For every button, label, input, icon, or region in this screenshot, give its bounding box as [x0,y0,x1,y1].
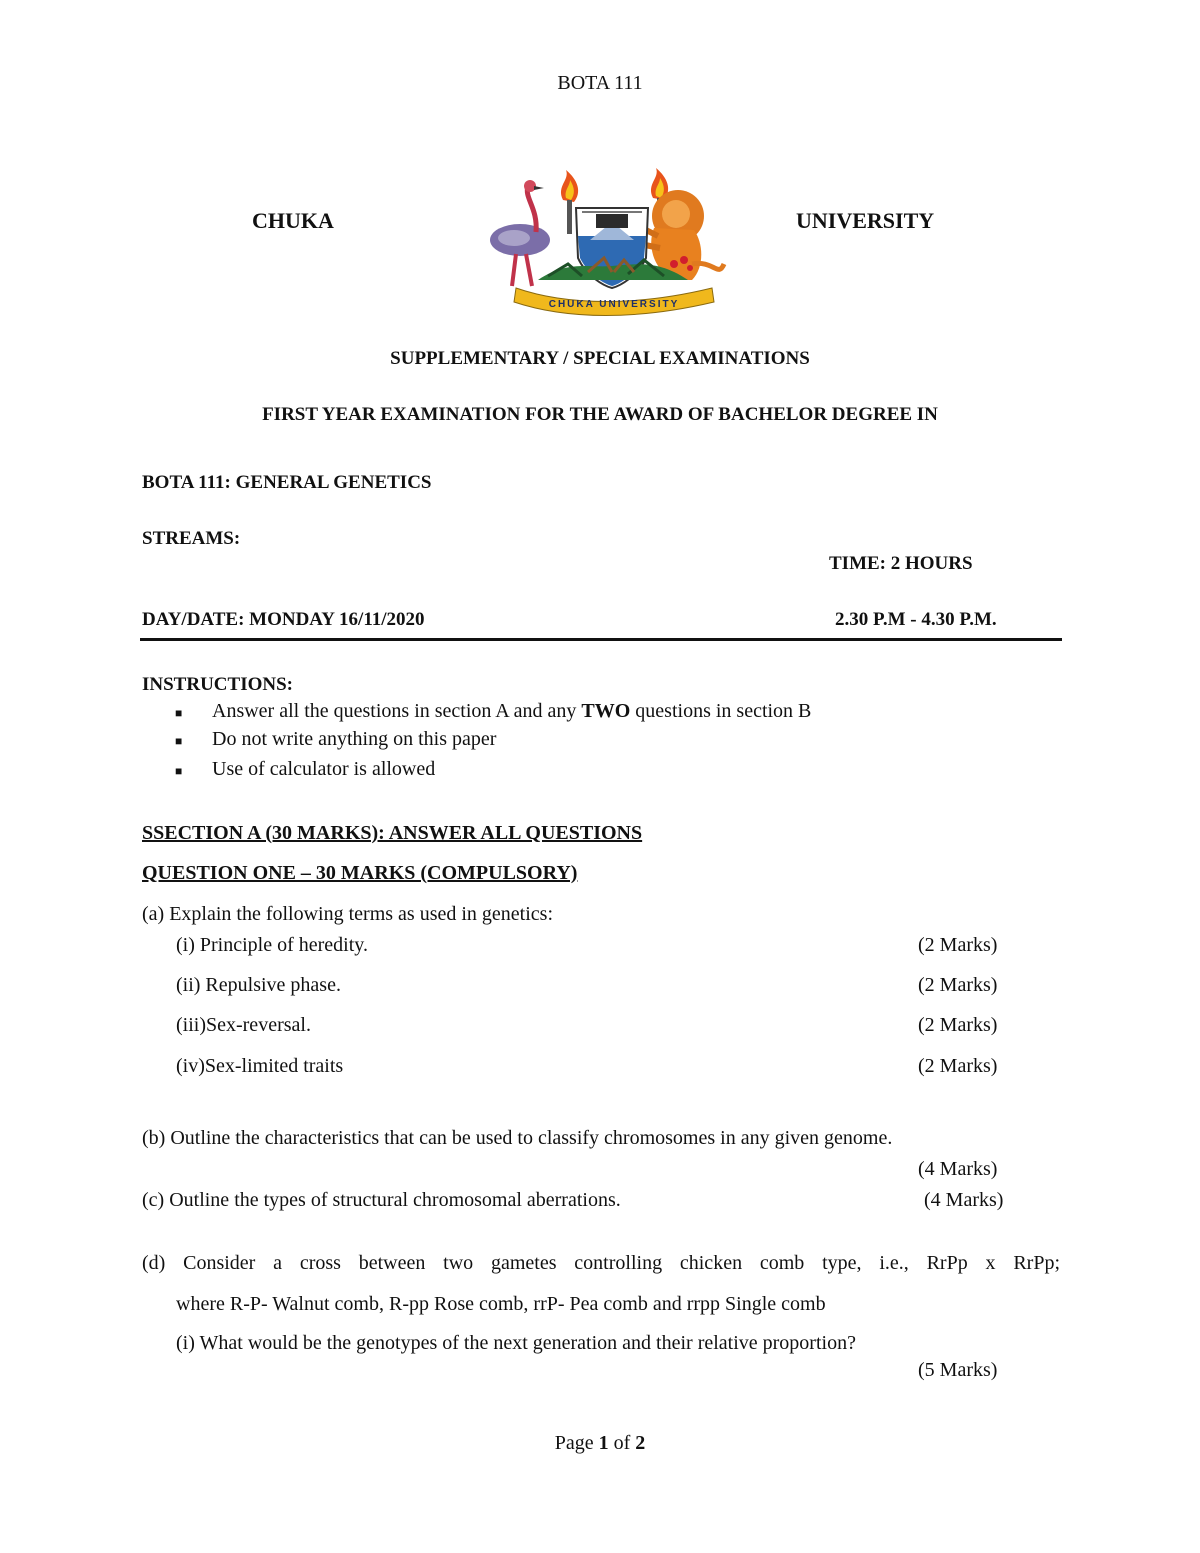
page-number: Page 1 of 2 [554,1432,646,1454]
instructions-heading: INSTRUCTIONS: [142,674,293,695]
marks-label: (4 Marks) [918,1158,998,1180]
exam-time-range: 2.30 P.M - 4.30 P.M. [835,609,997,630]
crest-graphic [478,168,728,318]
question-a-item: (iv)Sex-limited traits [176,1055,344,1077]
marks-label: (2 Marks) [918,1014,998,1036]
question-d-line2: where R-P- Walnut comb, R-pp Rose comb, rrP- Pea comb and rrpp Single comb [176,1293,826,1315]
page-header-code: BOTA 111 [557,72,643,94]
exam-type-title: SUPPLEMENTARY / SPECIAL EXAMINATIONS [390,348,810,369]
university-name-left: CHUKA [252,208,334,233]
university-crest-logo [478,168,728,318]
award-title: FIRST YEAR EXAMINATION FOR THE AWARD OF BACHELOR DEGREE IN [262,404,938,425]
crest-ribbon-text: CHUKA UNIVERSITY [548,299,680,310]
marks-label: (2 Marks) [918,1055,998,1077]
instruction-item: Use of calculator is allowed [212,758,436,780]
question-d-line1: (d) Consider a cross between two gametes controlling chicken comb type, i.e., RrPp x RrPp; [142,1252,1060,1274]
question-a-stem: (a) Explain the following terms as used in genetics: [142,903,554,925]
question-b-text: (b) Outline the characteristics that can be used to classify chromosomes in any given genome. [142,1127,893,1149]
question-a-item: (i) Principle of heredity. [176,934,368,956]
question-d-i: (i) What would be the genotypes of the next generation and their relative proportion? [176,1332,856,1354]
question-a-item: (ii) Repulsive phase. [176,974,341,996]
marks-label: (2 Marks) [918,934,998,956]
bullet-icon: ■ [175,734,183,748]
section-a-heading: SSECTION A (30 MARKS): ANSWER ALL QUESTIONS [142,822,643,844]
marks-label: (2 Marks) [918,974,998,996]
university-name-right: UNIVERSITY [796,208,935,233]
bullet-icon: ■ [175,706,183,720]
marks-label: (4 Marks) [924,1189,1004,1211]
header-divider [140,638,1062,641]
bullet-icon: ■ [175,764,183,778]
streams-label: STREAMS: [142,528,241,549]
course-title: BOTA 111: GENERAL GENETICS [142,472,432,493]
question-one-heading: QUESTION ONE – 30 MARKS (COMPULSORY) [142,862,578,884]
exam-duration: TIME: 2 HOURS [829,553,973,574]
question-a-item: (iii)Sex-reversal. [176,1014,311,1036]
instruction-item: Do not write anything on this paper [212,728,497,750]
marks-label: (5 Marks) [918,1359,998,1381]
exam-day-date: DAY/DATE: MONDAY 16/11/2020 [142,609,425,630]
question-c-text: (c) Outline the types of structural chromosomal aberrations. [142,1189,621,1211]
instruction-item: Answer all the questions in section A and any TWO questions in section B [212,700,812,722]
